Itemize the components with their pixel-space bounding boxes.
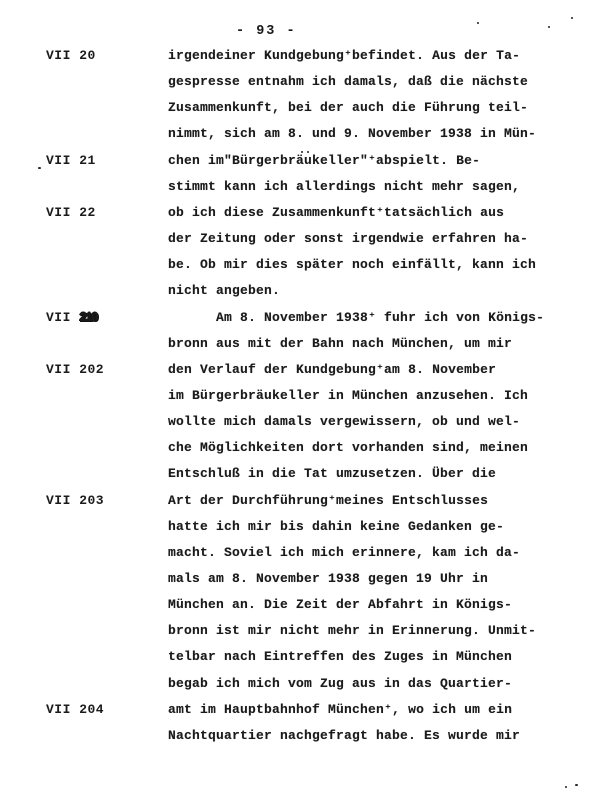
scan-speck [548,26,550,28]
transcript-line [0,362,600,382]
page-number: - 93 - [236,24,297,39]
scan-speck [477,22,479,24]
overstruck-digits: 210 [79,309,97,325]
transcript-line-text: den Verlauf der Kundgebung⁺am 8. November [168,361,497,377]
transcript-line-text: nimmt, sich am 8. und 9. November 1938 in Mün- [168,126,537,142]
transcript-line-text: amt im Hauptbahnhof München⁺, wo ich um ein [168,701,513,717]
transcript-line-text: Am 8. November 1938⁺ fuhr ich von Königs- [168,309,545,325]
transcript-line [0,466,600,486]
transcript-line [0,153,600,173]
scan-speck [575,784,578,786]
transcript-line [0,179,600,199]
transcript-line [0,545,600,565]
transcript-line [0,728,600,748]
transcript-line-text: gespresse entnahm ich damals, daß die nächste [168,74,529,90]
transcript-line-text: stimmt kann ich allerdings nicht mehr sagen, [168,178,521,194]
transcript-line-text: Zusammenkunft, bei der auch die Führung teil- [168,100,529,116]
margin-ref-label: VII 20 [46,48,96,63]
transcript-line-text: Art der Durchführung⁺meines Entschlusses [168,492,489,508]
scan-speck [307,151,309,153]
transcript-line-text: wollte mich damals vergewissern, ob und wel- [168,414,521,430]
transcript-line-text: Nachtquartier nachgefragt habe. Es wurde mir [168,727,521,743]
transcript-line [0,571,600,591]
transcript-line-text: bronn ist mir nicht mehr in Erinnerung. Unmit- [168,623,537,639]
transcript-line-text: nicht angeben. [168,283,281,299]
scan-speck [565,786,567,788]
scan-speck [301,151,303,153]
margin-ref-label: VII 204 [46,701,105,717]
transcript-line-text: hatte ich mir bis dahin keine Gedanken ge- [168,518,505,534]
transcript-line-text: München an. Die Zeit der Abfahrt in Königs- [168,597,513,613]
transcript-line [0,493,600,513]
transcript-line-text: der Zeitung oder sonst irgendwie erfahren ha- [168,231,529,247]
scan-speck [571,17,573,19]
transcript-line [0,74,600,94]
transcript-line [0,388,600,408]
transcript-line-text: begab ich mich vom Zug aus in das Quartier- [168,675,513,691]
transcript-line [0,48,600,68]
transcript-line [0,126,600,146]
transcript-line [0,676,600,696]
margin-ref-label: VII 202 [46,361,105,377]
transcript-line-text: che Möglichkeiten dort vorhanden sind, meinen [168,440,529,456]
transcript-line [0,310,600,330]
transcript-line-text: im Bürgerbräukeller in München anzusehen. Ich [168,387,529,403]
transcript-line [0,414,600,434]
transcript-line [0,231,600,251]
scan-speck [38,167,41,169]
transcript-line [0,100,600,120]
transcript-line-text: mals am 8. November 1938 gegen 19 Uhr in [168,571,489,586]
transcript-line [0,257,600,277]
transcript-line [0,519,600,539]
margin-ref-label: VII 210 [46,309,97,325]
transcript-line-text: telbar nach Eintreffen des Zuges in München [168,649,513,665]
transcript-line-text: bronn aus mit der Bahn nach München, um mir [168,335,513,351]
transcript-line-text: macht. Soviel ich mich erinnere, kam ich da- [168,544,521,560]
transcript-line [0,440,600,460]
transcript-line-text: Entschluß in die Tat umzusetzen. Über die [168,466,497,482]
margin-ref-label: VII 21 [46,152,96,168]
transcript-line [0,649,600,669]
transcript-line [0,702,600,722]
transcript-line-text: ob ich diese Zusammenkunft⁺tatsächlich aus [168,204,505,220]
transcript-line-text: chen im"Bürgerbräukeller"⁺abspielt. Be- [168,152,481,168]
transcript-line [0,597,600,617]
margin-ref-label: VII 22 [46,204,96,220]
margin-ref-label: VII 203 [46,492,105,508]
transcript-line [0,205,600,225]
transcript-line-text: irgendeiner Kundgebung⁺befindet. Aus der Ta- [168,48,521,63]
transcript-line [0,623,600,643]
transcript-line [0,283,600,303]
transcript-line-text: be. Ob mir dies später noch einfällt, kann ich [168,257,537,273]
transcript-line [0,336,600,356]
